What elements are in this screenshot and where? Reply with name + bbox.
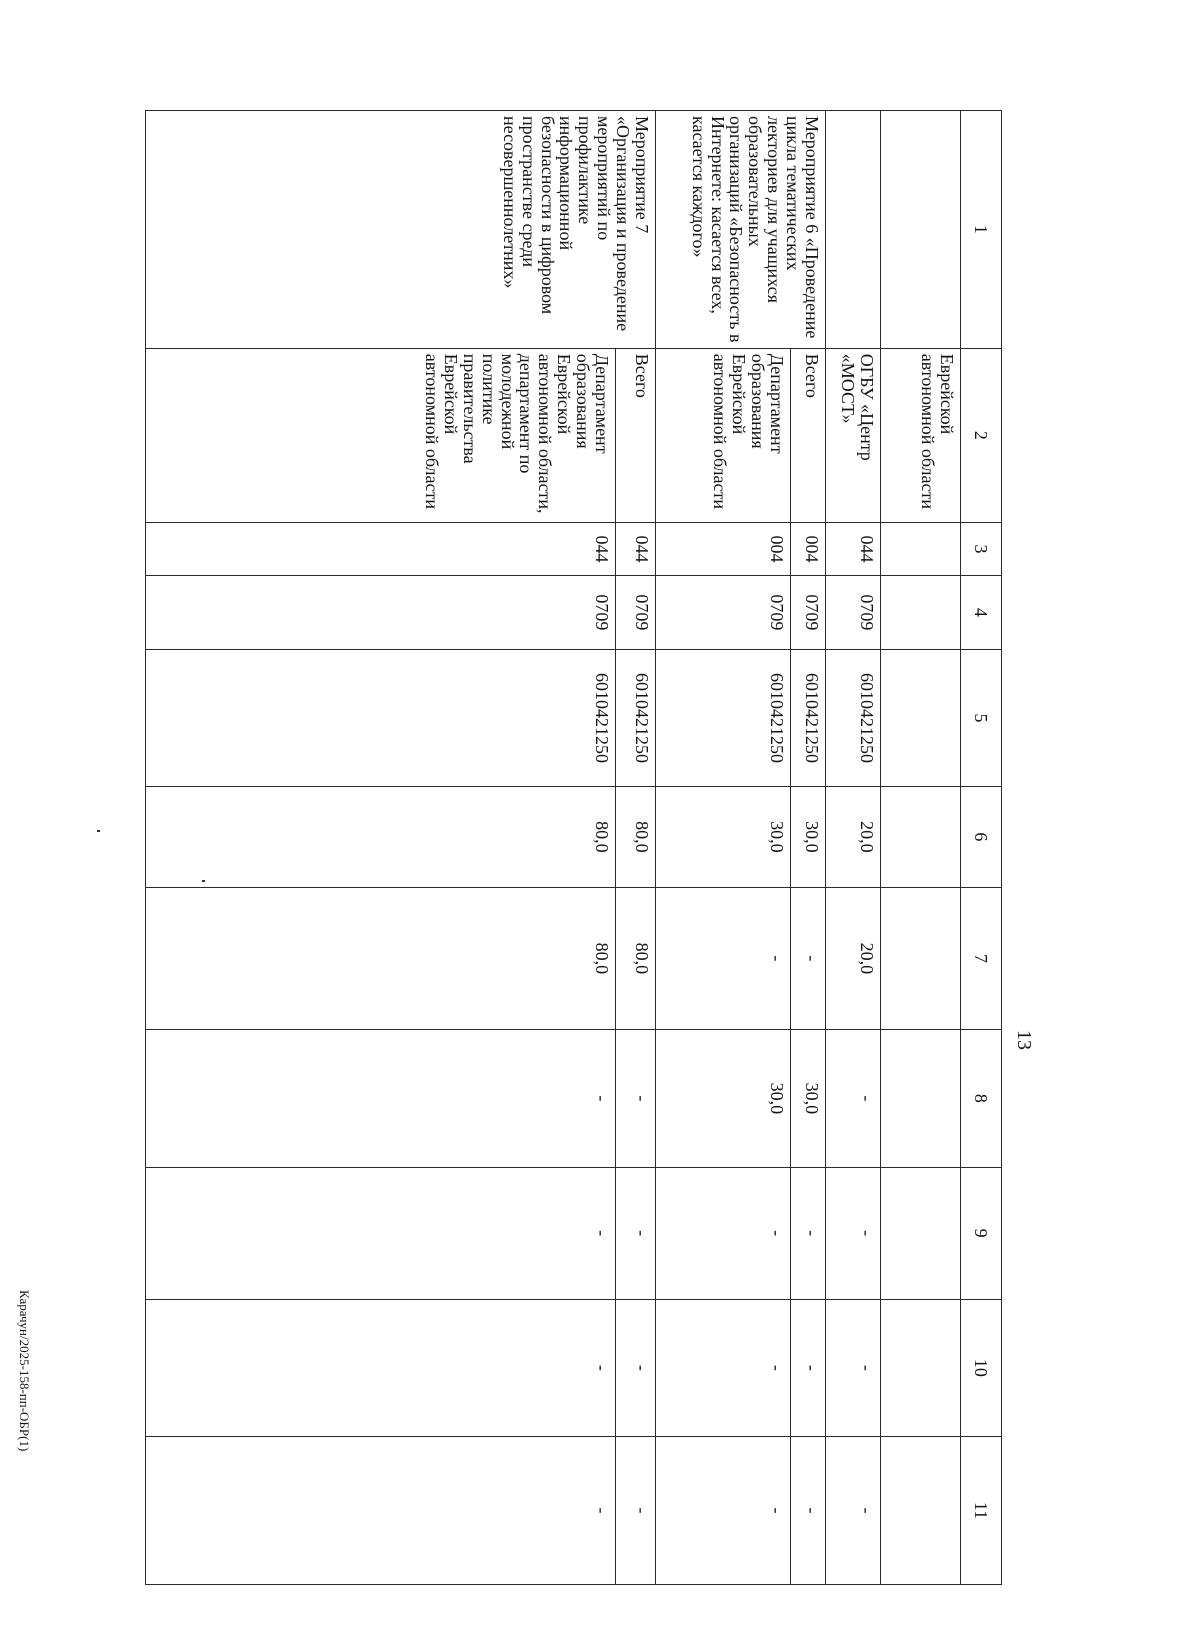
cell-col5: 6010421250: [656, 649, 791, 786]
column-header-6: 6: [961, 787, 1002, 887]
header-row: [961, 111, 1002, 1585]
cell-col10: -: [826, 1299, 881, 1436]
budget-table: [145, 110, 1002, 1585]
cell-col11: -: [791, 1437, 826, 1585]
cell-activity: [826, 111, 881, 349]
cell-col4: [881, 575, 961, 649]
column-header-4: 4: [961, 575, 1002, 649]
cell-col6: [881, 787, 961, 887]
column-header-11: 11: [961, 1437, 1002, 1585]
cell-col5: 6010421250: [826, 649, 881, 786]
cell-col9: -: [826, 1167, 881, 1299]
cell-col11: -: [146, 1437, 616, 1585]
column-header-8: 8: [961, 1030, 1002, 1167]
cell-col7: -: [791, 887, 826, 1030]
column-header-1: 1: [961, 111, 1002, 349]
cell-col10: -: [656, 1299, 791, 1436]
cell-col8: -: [146, 1030, 616, 1167]
cell-col8: 30,0: [791, 1030, 826, 1167]
cell-col7: 20,0: [826, 887, 881, 1030]
cell-col3: 004: [791, 523, 826, 576]
cell-col6: 80,0: [616, 787, 656, 887]
cell-col4: 0709: [616, 575, 656, 649]
cell-col6: 80,0: [146, 787, 616, 887]
cell-col10: -: [146, 1299, 616, 1436]
cell-activity: Мероприятие 6 «Проведение цикла тематических лекториев для учащихся образовательных организаций «Безопасность в Интернете: касается всех, касается каждого»: [656, 111, 826, 349]
cell-col5: [881, 649, 961, 786]
cell-executor: Департамент образования Еврейской автономной области: [656, 348, 791, 522]
cell-col3: 004: [656, 523, 791, 576]
cell-col9: -: [656, 1167, 791, 1299]
cell-col3: 044: [146, 523, 616, 576]
cell-executor: Департамент образования Еврейской автономной области, департамент по молодежной политике правительства Еврейской автономной области: [146, 348, 616, 522]
table-row: [826, 111, 881, 1585]
cell-col6: 20,0: [826, 787, 881, 887]
cell-col11: [881, 1437, 961, 1585]
column-header-7: 7: [961, 887, 1002, 1030]
cell-col10: -: [616, 1299, 656, 1436]
column-header-10: 10: [961, 1299, 1002, 1436]
cell-col4: 0709: [791, 575, 826, 649]
cell-col5: 6010421250: [616, 649, 656, 786]
page-number: 13: [1013, 1030, 1035, 1050]
cell-col7: -: [656, 887, 791, 1030]
cell-col8: -: [616, 1030, 656, 1167]
table-row: [791, 111, 826, 1585]
cell-col10: -: [791, 1299, 826, 1436]
cell-executor: Еврейской автономной области: [881, 348, 961, 522]
cell-col6: 30,0: [656, 787, 791, 887]
cell-col6: 30,0: [791, 787, 826, 887]
cell-col8: [881, 1030, 961, 1167]
cell-col8: 30,0: [656, 1030, 791, 1167]
cell-col3: 044: [826, 523, 881, 576]
cell-executor: Всего: [616, 348, 656, 522]
cell-col4: 0709: [826, 575, 881, 649]
column-header-3: 3: [961, 523, 1002, 576]
cell-col5: 6010421250: [791, 649, 826, 786]
cell-col3: 044: [616, 523, 656, 576]
cell-executor: ОГБУ «Центр «МОСТ»: [826, 348, 881, 522]
cell-col10: [881, 1299, 961, 1436]
column-header-2: 2: [961, 348, 1002, 522]
cell-activity: Мероприятие 7 «Организация и проведение мероприятий по профилактике информационной безопасности в цифровом пространстве среди несовершеннолетних»: [146, 111, 656, 349]
cell-col4: 0709: [656, 575, 791, 649]
cell-col9: -: [616, 1167, 656, 1299]
cell-col11: -: [826, 1437, 881, 1585]
cell-col7: 80,0: [616, 887, 656, 1030]
scan-speck: [202, 880, 205, 882]
cell-col9: -: [146, 1167, 616, 1299]
table-row: [881, 111, 961, 1585]
cell-col7: 80,0: [146, 887, 616, 1030]
cell-col9: -: [791, 1167, 826, 1299]
cell-col8: -: [826, 1030, 881, 1167]
scan-speck: [97, 830, 100, 832]
cell-col11: -: [656, 1437, 791, 1585]
cell-col4: 0709: [146, 575, 616, 649]
cell-col7: [881, 887, 961, 1030]
cell-col9: [881, 1167, 961, 1299]
cell-col11: -: [616, 1437, 656, 1585]
column-header-9: 9: [961, 1167, 1002, 1299]
table-row: [616, 111, 656, 1585]
cell-activity: [881, 111, 961, 349]
cell-executor: Всего: [791, 348, 826, 522]
column-header-5: 5: [961, 649, 1002, 786]
cell-col3: [881, 523, 961, 576]
footer-document-code: Карачун/2025-158-пп-ОБР(1): [17, 1290, 32, 1452]
cell-col5: 6010421250: [146, 649, 616, 786]
